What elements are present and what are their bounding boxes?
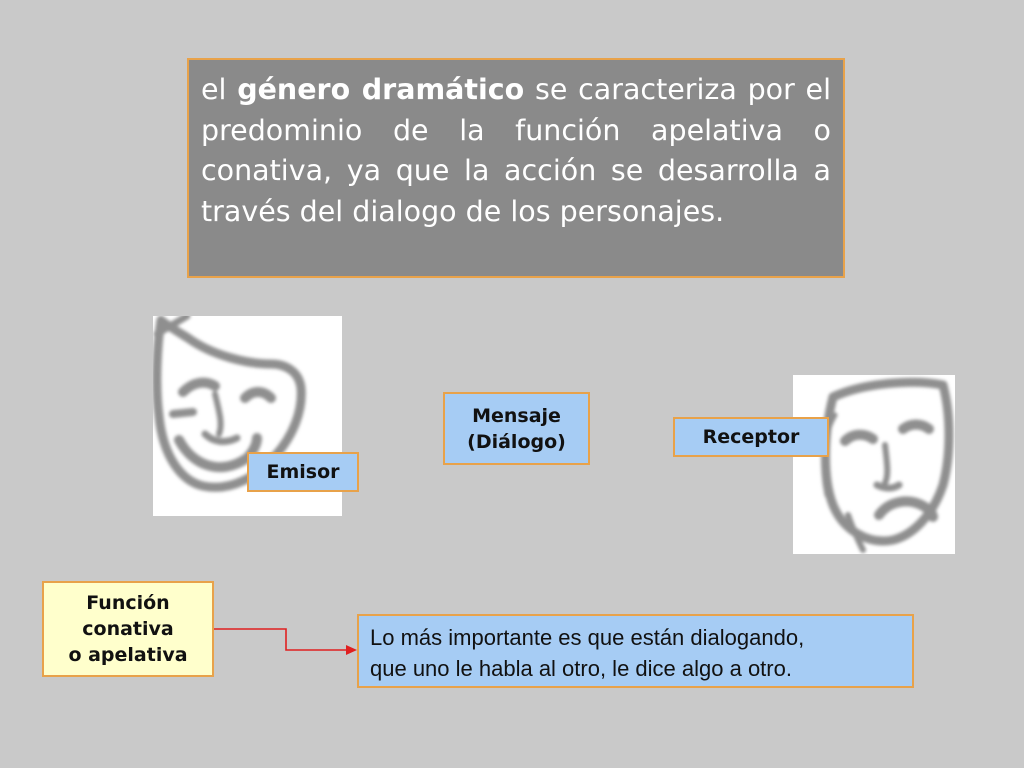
funcion-line3: o apelativa: [68, 644, 188, 666]
definition-box: [187, 58, 845, 278]
note-line1: Lo más importante es que están dialogando,: [370, 625, 805, 650]
explanation-note: [357, 614, 914, 688]
funcion-line1: Función: [86, 592, 170, 614]
tragedy-mask-icon: [793, 375, 955, 554]
definition-bold-term: género dramático: [237, 73, 525, 106]
definition-text-rest: se caracteriza por el predominio de la función apelativa o conativa, ya que la acción se desarrolla a través del dialogo de los personajes.: [201, 73, 831, 228]
tragedy-mask-image: [793, 375, 955, 554]
funcion-line2: conativa: [82, 618, 174, 640]
mensaje-label: [443, 392, 590, 465]
definition-text-start: el: [201, 73, 238, 106]
receptor-label: Receptor: [673, 417, 829, 457]
mensaje-label-line2: (Diálogo): [467, 431, 566, 453]
mensaje-label-line1: Mensaje: [472, 405, 561, 427]
emisor-label: Emisor: [247, 452, 359, 492]
note-line2: que uno le habla al otro, le dice algo a otro.: [370, 656, 792, 681]
funcion-box: [42, 581, 214, 677]
